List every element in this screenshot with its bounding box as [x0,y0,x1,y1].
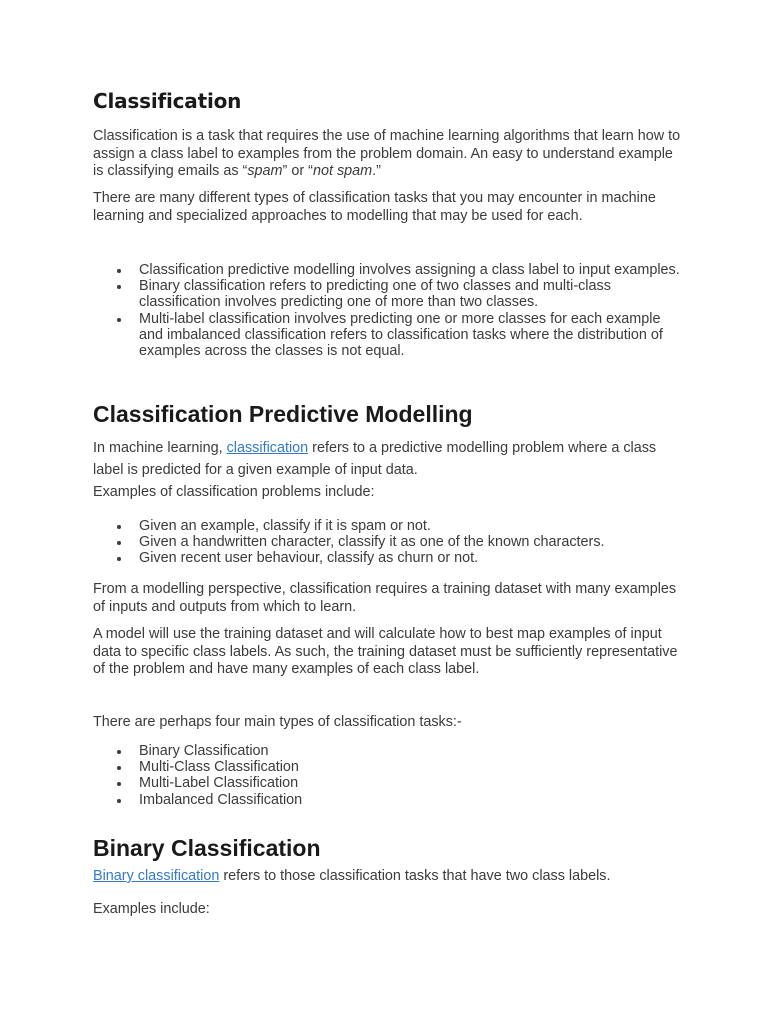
classification-types-list [93,743,683,808]
intro-middle: ” or “ [282,163,313,179]
definition-paragraph [93,437,683,481]
classification-link[interactable]: classification [226,440,309,456]
training-paragraph: A model will use the training dataset and will calculate how to best map examples of input data to specific class labels. As such, the training dataset must be sufficiently representative of the problem and have many examples of each class label. [93,626,678,677]
examples-intro: Examples of classification problems include: [93,484,375,500]
types-intro: There are perhaps four main types of classification tasks:- [93,714,462,730]
heading-binary-classification: Binary Classification [93,835,321,861]
types-paragraph: There are many different types of classification tasks that you may encounter in machine learning and specialized approaches to modelling that may be used for each. [93,190,656,224]
list-item: Multi-Label Classification [93,775,683,791]
list-item: Classification predictive modelling involves assigning a class label to input examples. [93,262,683,278]
binary-classification-link[interactable]: Binary classification [93,868,220,884]
not-spam-word: not spam [312,163,373,179]
list-item: Binary classification refers to predicting one of two classes and multi-class classification involves predicting one of more than two classes. [93,278,683,310]
list-item: Given recent user behaviour, classify as churn or not. [93,550,683,566]
perspective-paragraph: From a modelling perspective, classification requires a training dataset with many examples of inputs and outputs from which to learn. [93,581,677,615]
binary-suffix: refers to those classification tasks that have two class labels. [219,868,611,884]
intro-end: .” [372,163,381,179]
summary-list [93,262,683,359]
heading-classification: Classification [93,89,242,113]
examples-list [93,518,683,567]
list-item: Multi-label classification involves predicting one or more classes for each example and imbalanced classification refers to classification tasks where the distribution of examples across the classes is not equal. [93,311,683,360]
heading-predictive-modelling: Classification Predictive Modelling [93,401,473,427]
list-item: Imbalanced Classification [93,792,683,808]
list-item: Multi-Class Classification [93,759,683,775]
intro-paragraph [93,128,683,181]
intro-text: Classification is a task that requires the use of machine learning algorithms that learn how to assign a class label to examples from the problem domain. An easy to understand example is classifying emails as “ [93,128,681,179]
list-item: Given an example, classify if it is spam or not. [93,518,683,534]
binary-examples-intro: Examples include: [93,901,210,917]
list-item: Given a handwritten character, classify it as one of the known characters. [93,534,683,550]
definition-prefix: In machine learning, [93,440,227,456]
spam-word: spam [247,163,283,179]
list-item: Binary Classification [93,743,683,759]
binary-paragraph [93,868,683,886]
definition-suffix: refers to a predictive modelling problem where a class label is predicted for a given example of input data. [93,440,657,478]
